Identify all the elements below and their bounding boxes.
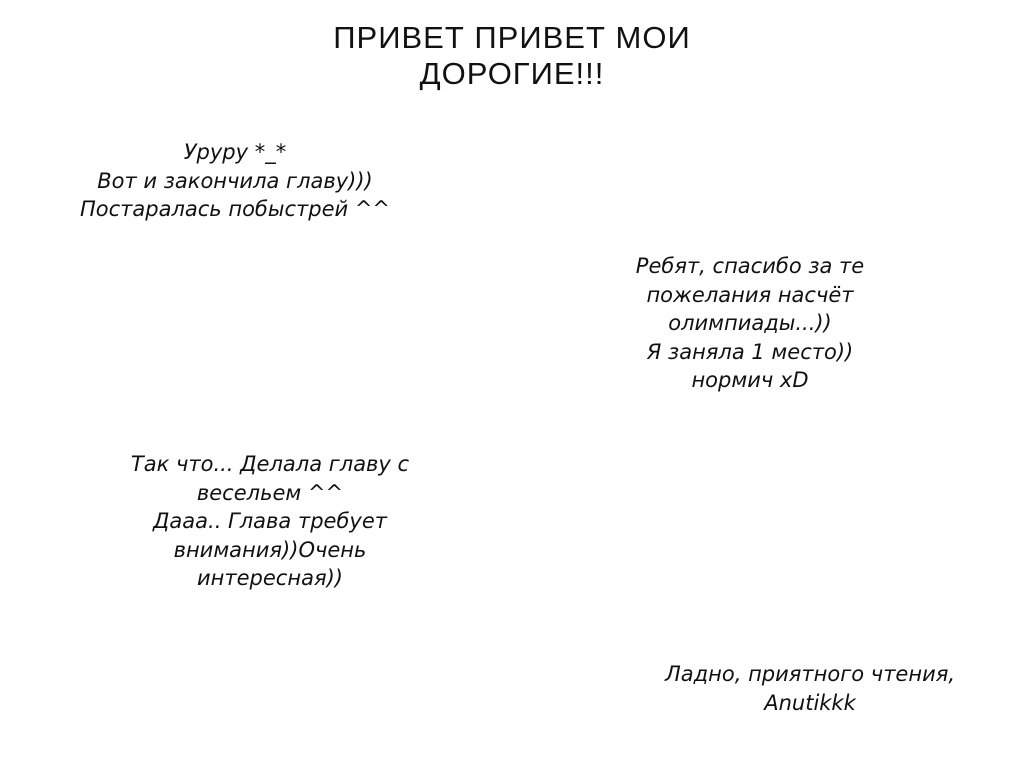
title-line: ПРИВЕТ ПРИВЕТ МОИ <box>333 20 691 55</box>
note-line: олимпиады...)) <box>668 311 832 335</box>
note-chapter <box>60 450 480 593</box>
note-greeting <box>30 138 440 224</box>
note-line: пожелания насчёт <box>646 282 854 307</box>
note-line: весельем ^^ <box>196 480 344 505</box>
note-line: Так что... Делала главу с <box>130 452 410 476</box>
note-line: Постаралась побыстрей ^^ <box>79 197 391 221</box>
note-olympiad <box>530 252 970 395</box>
note-line: Я заняла 1 место)) <box>646 339 854 364</box>
note-line: Ладно, приятного чтения, <box>664 662 956 686</box>
note-author: Anutikkk <box>764 690 856 715</box>
note-line: нормич xD <box>691 368 809 392</box>
note-line: Ребят, спасибо за те <box>635 254 865 278</box>
note-line: внимания))Очень <box>173 537 367 562</box>
title-line: ДОРОГИЕ!!! <box>419 56 605 91</box>
note-line: Вот и закончила главу))) <box>97 168 373 193</box>
note-signoff <box>610 660 1010 717</box>
note-line: Уруру *_* <box>183 140 287 164</box>
note-line: интересная)) <box>197 566 343 590</box>
note-line: Дааа.. Глава требует <box>153 509 387 533</box>
page-title <box>0 20 1024 92</box>
